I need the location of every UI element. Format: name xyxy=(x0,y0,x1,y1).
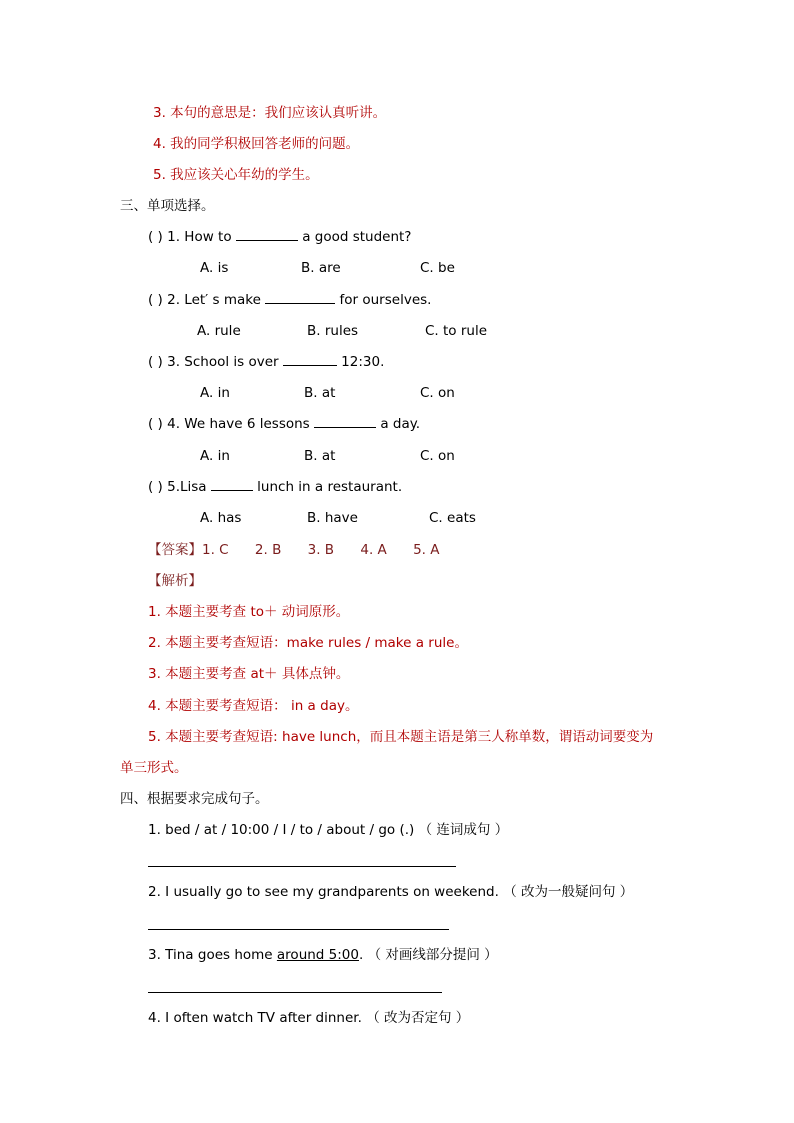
analysis-label: 【解析】 xyxy=(148,573,202,589)
section-heading: 四、根据要求完成句子。 xyxy=(120,791,269,807)
answer-blank[interactable] xyxy=(236,228,298,241)
option: A. rule xyxy=(197,323,241,339)
option: B. at xyxy=(304,385,336,401)
answer-item: 3. B xyxy=(307,542,335,558)
underlined-phrase: around 5:00 xyxy=(276,947,359,963)
option: C. to rule xyxy=(425,323,488,339)
answer-key xyxy=(148,541,440,559)
question-prefix: ( ) 4. We have 6 lessons xyxy=(148,416,310,432)
task-text: 4. I often watch TV after dinner. xyxy=(148,1010,362,1026)
task-text: 3. Tina goes home xyxy=(148,947,277,963)
task-note: （ 改为一般疑问句 ） xyxy=(503,884,634,900)
analysis-line: 2. 本题主要考查短语：make rules / make a rule。 xyxy=(148,635,468,651)
question-prefix: ( ) 3. School is over xyxy=(148,354,279,370)
task-item xyxy=(148,1009,469,1027)
option: C. be xyxy=(420,260,455,276)
answer-item: 2. B xyxy=(254,542,282,558)
task-note: （ 改为否定句 ） xyxy=(366,1010,470,1026)
question xyxy=(148,353,384,371)
answer-line[interactable] xyxy=(148,929,449,930)
answer-item: 1. C xyxy=(202,542,229,558)
question xyxy=(148,228,411,246)
option: C. eats xyxy=(429,510,476,526)
answer-item: 4. A xyxy=(360,542,387,558)
option: C. on xyxy=(420,448,455,464)
option: B. have xyxy=(307,510,358,526)
section-heading: 三、单项选择。 xyxy=(120,198,215,214)
question-suffix: lunch in a restaurant. xyxy=(257,479,403,495)
question-suffix: a day. xyxy=(380,416,421,432)
answer-blank[interactable] xyxy=(283,353,337,366)
question-suffix: a good student? xyxy=(302,229,412,245)
explanation-line: 4. 我的同学积极回答老师的问题。 xyxy=(153,136,360,152)
option: A. in xyxy=(200,448,230,464)
analysis-line: 1. 本题主要考查 to＋ 动词原形。 xyxy=(148,604,350,620)
analysis-line: 4. 本题主要考查短语： in a day。 xyxy=(148,698,359,714)
option: A. has xyxy=(200,510,242,526)
analysis-line-cont: 单三形式。 xyxy=(120,760,188,776)
option: A. is xyxy=(200,260,229,276)
question xyxy=(148,415,420,433)
question xyxy=(148,478,402,496)
task-note: （ 对画线部分提问 ） xyxy=(367,947,498,963)
option: A. in xyxy=(200,385,230,401)
question-prefix: ( ) 5.Lisa xyxy=(148,479,207,495)
question-prefix: ( ) 1. How to xyxy=(148,229,232,245)
analysis-line: 5. 本题主要考查短语: have lunch，而且本题主语是第三人称单数，谓语动词要变为 xyxy=(148,729,654,745)
explanation-line: 5. 我应该关心年幼的学生。 xyxy=(153,167,319,183)
question-suffix: for ourselves. xyxy=(339,292,432,308)
answer-line[interactable] xyxy=(148,866,456,867)
answer-line[interactable] xyxy=(148,992,442,993)
task-text: . xyxy=(358,947,364,963)
option: C. on xyxy=(420,385,455,401)
option: B. at xyxy=(304,448,336,464)
answer-item: 5. A xyxy=(413,542,440,558)
question-prefix: ( ) 2. Let′ s make xyxy=(148,292,261,308)
question xyxy=(148,291,431,309)
analysis-line: 3. 本题主要考查 at＋ 具体点钟。 xyxy=(148,666,350,682)
answer-blank[interactable] xyxy=(211,478,253,491)
task-text: 2. I usually go to see my grandparents on weekend. xyxy=(148,884,499,900)
task-item xyxy=(148,821,508,839)
option: B. rules xyxy=(307,323,359,339)
answer-label: 【答案】 xyxy=(148,542,202,558)
task-note: （ 连词成句 ） xyxy=(418,822,509,838)
answer-blank[interactable] xyxy=(265,291,335,304)
answer-blank[interactable] xyxy=(314,415,376,428)
task-item xyxy=(148,946,498,964)
task-item xyxy=(148,883,633,901)
task-text: 1. bed / at / 10:00 / I / to / about / go (.) xyxy=(148,822,415,838)
option: B. are xyxy=(301,260,341,276)
explanation-line: 3. 本句的意思是：我们应该认真听讲。 xyxy=(153,105,387,121)
question-suffix: 12:30. xyxy=(341,354,385,370)
